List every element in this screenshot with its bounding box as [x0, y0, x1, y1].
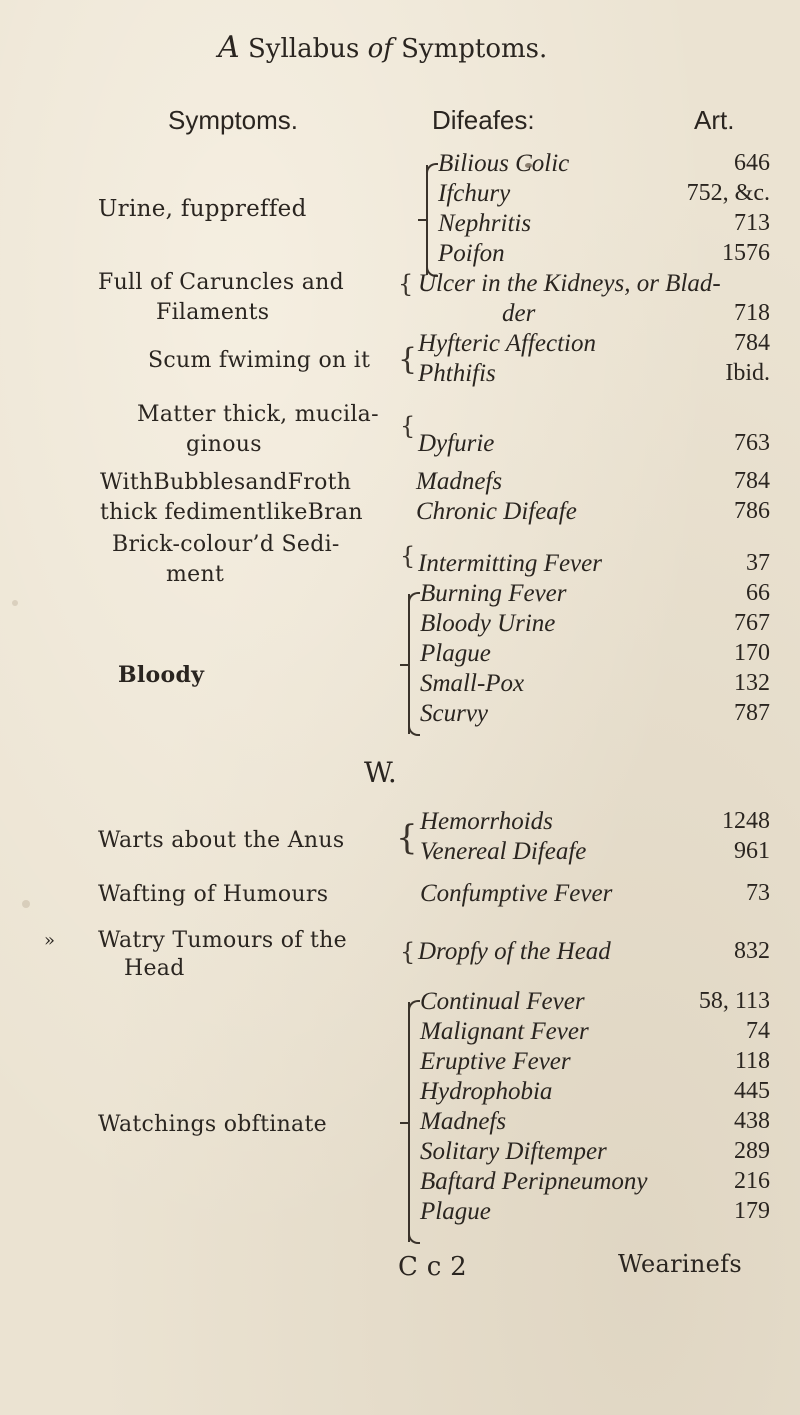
- paper-stain: [22, 900, 30, 908]
- article-number: 767: [734, 610, 770, 636]
- article-number: 132: [734, 670, 770, 696]
- symptom-label: Wafting of Humours: [98, 882, 329, 907]
- symptom-label: Filaments: [156, 300, 270, 325]
- disease-name: Solitary Diftemper: [420, 1138, 607, 1165]
- disease-name: Burning Fever: [420, 580, 567, 607]
- article-number: 170: [734, 640, 770, 666]
- brace: {: [398, 342, 418, 377]
- disease-name: Confumptive Fever: [420, 880, 613, 907]
- article-number: 786: [734, 498, 770, 524]
- disease-name: Hyfteric Affection: [418, 330, 596, 357]
- disease-name: Madnefs: [416, 468, 503, 495]
- disease-name: Bloody Urine: [420, 610, 556, 637]
- article-number: 66: [746, 580, 770, 606]
- catchword: Wearinefs: [618, 1250, 742, 1278]
- disease-name: der: [502, 300, 536, 327]
- brace: {: [400, 542, 416, 570]
- symptom-label: WithBubblesandFroth: [100, 470, 352, 495]
- article-number: 216: [734, 1168, 770, 1194]
- article-number: 784: [734, 330, 770, 356]
- disease-name: Ulcer in the Kidneys, or Blad-: [418, 270, 721, 297]
- disease-name: Poifon: [438, 240, 505, 267]
- running-head-a: A: [218, 30, 240, 65]
- brace: {: [398, 270, 414, 298]
- disease-name: Ifchury: [438, 180, 511, 207]
- article-number: 118: [734, 1048, 770, 1074]
- brace: {: [400, 412, 416, 440]
- article-number: 445: [734, 1078, 770, 1104]
- header-diseases: Difeafes:: [432, 105, 535, 135]
- article-number: 438: [734, 1108, 770, 1134]
- disease-name: Baftard Peripneumony: [420, 1168, 648, 1195]
- symptom-label: Scum fwiming on it: [148, 348, 371, 373]
- symptom-label: ment: [166, 562, 225, 587]
- symptom-label: Watchings obftinate: [98, 1112, 327, 1137]
- running-head-of: of: [367, 34, 393, 64]
- header-art: Art.: [694, 105, 735, 135]
- running-head: [218, 30, 547, 65]
- brace: {: [396, 818, 418, 858]
- article-number: 289: [734, 1138, 770, 1164]
- article-number: 763: [734, 430, 770, 456]
- disease-name: Madnefs: [420, 1108, 507, 1135]
- article-number: 787: [734, 700, 770, 726]
- section-letter: W.: [364, 756, 397, 789]
- symptom-label: Brick-colour’d Sedi-: [112, 532, 340, 557]
- symptom-label: Watry Tumours of the: [98, 928, 347, 953]
- brace: [408, 594, 410, 734]
- article-number: 718: [734, 300, 770, 326]
- symptom-label: Bloody: [118, 662, 205, 688]
- header-symptoms: Symptoms.: [168, 105, 299, 135]
- running-head-syllabus: Syllabus: [247, 34, 360, 64]
- signature-mark: C c 2: [398, 1252, 468, 1282]
- disease-name: Intermitting Fever: [418, 550, 602, 577]
- disease-name: Phthifis: [418, 360, 496, 387]
- disease-name: Chronic Difeafe: [416, 498, 577, 525]
- disease-name: Scurvy: [420, 700, 489, 727]
- brace: [408, 1002, 410, 1242]
- disease-name: Hydrophobia: [420, 1078, 553, 1105]
- article-number: 58, 113: [698, 988, 770, 1014]
- article-number: Ibid.: [725, 360, 770, 386]
- symptom-label: ginous: [186, 432, 262, 457]
- article-number: 37: [746, 550, 770, 576]
- disease-name: Bilious Colic: [438, 150, 570, 177]
- disease-name: Small-Pox: [420, 670, 525, 697]
- symptom-label: thick fedimentlikeBran: [100, 500, 363, 525]
- disease-name: Dyfurie: [418, 430, 495, 457]
- article-number: 646: [734, 150, 770, 176]
- brace: {: [400, 938, 416, 966]
- article-number: 1576: [722, 240, 770, 266]
- disease-name: Eruptive Fever: [420, 1048, 571, 1075]
- symptom-label: Matter thick, mucila-: [137, 402, 379, 427]
- article-number: 961: [734, 838, 770, 864]
- margin-mark: »: [44, 930, 56, 951]
- disease-name: Malignant Fever: [420, 1018, 589, 1045]
- paper-stain: [12, 600, 18, 606]
- article-number: 179: [734, 1198, 770, 1224]
- article-number: 832: [734, 938, 770, 964]
- disease-name: Plague: [420, 640, 491, 667]
- disease-name: Hemorrhoids: [420, 808, 553, 835]
- symptom-label: Warts about the Anus: [98, 828, 345, 853]
- brace: [426, 165, 428, 275]
- article-number: 74: [746, 1018, 770, 1044]
- article-number: 752, &c.: [686, 180, 770, 206]
- symptom-label: Head: [124, 956, 185, 981]
- symptom-label: Urine, fuppreffed: [98, 196, 307, 222]
- running-head-symptoms: Symptoms.: [401, 34, 548, 64]
- disease-name: Venereal Difeafe: [420, 838, 587, 865]
- article-number: 1248: [722, 808, 770, 834]
- symptom-label: Full of Caruncles and: [98, 270, 345, 295]
- article-number: 73: [746, 880, 770, 906]
- disease-name: Continual Fever: [420, 988, 585, 1015]
- disease-name: Plague: [420, 1198, 491, 1225]
- article-number: 784: [734, 468, 770, 494]
- disease-name: Dropfy of the Head: [418, 938, 611, 965]
- disease-name: Nephritis: [438, 210, 532, 237]
- article-number: 713: [734, 210, 770, 236]
